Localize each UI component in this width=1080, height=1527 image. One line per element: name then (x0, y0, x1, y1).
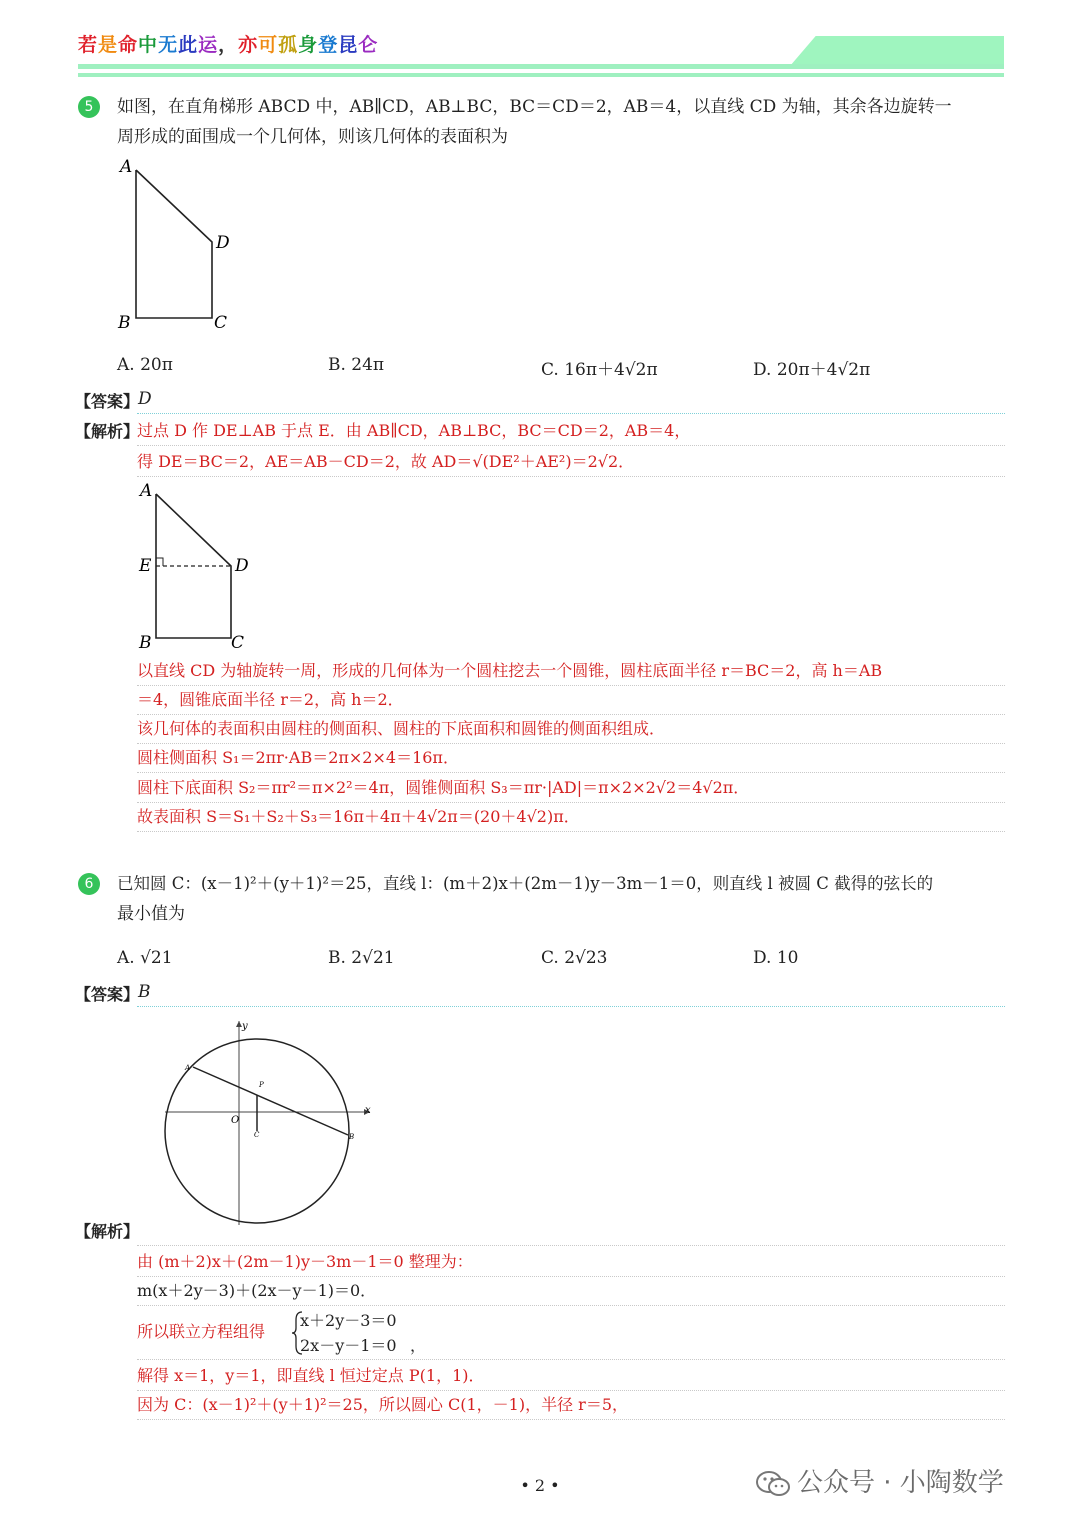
analysis-tag: 【解析】 (75, 1222, 140, 1241)
option-d: D. 10 (753, 948, 799, 968)
figure-label: A (120, 157, 133, 177)
trapezoid-figure (110, 150, 260, 335)
option-b: B. 24π (328, 355, 385, 375)
divider (137, 1245, 1005, 1246)
figure-label: A (140, 481, 153, 501)
divider (137, 1006, 1005, 1007)
analysis-line: 该几何体的表面积由圆柱的侧面积、圆柱的下底面积和圆锥的侧面积组成． (137, 714, 1005, 744)
analysis-line: 得 DE＝BC＝2，AE＝AB－CD＝2，故 AD＝√(DE²＋AE²)＝2√2． (137, 447, 1005, 477)
analysis-line-system (137, 1305, 1005, 1360)
analysis-line: 解得 x＝1，y＝1，即直线 l 恒过定点 P(1，1)． (137, 1361, 1005, 1391)
motto-char: 可 (258, 34, 279, 56)
motto-char: 若 (78, 34, 99, 56)
analysis-line: 由 (m＋2)x＋(2m－1)y－3m－1＝0 整理为： (137, 1247, 1005, 1277)
motto-char: 身 (298, 34, 319, 56)
axis-label: x (365, 1105, 371, 1116)
figure-label: B (139, 633, 152, 653)
page-number: • 2 • (520, 1476, 560, 1495)
option-b: B. 2√21 (328, 948, 395, 968)
option-d: D. 20π＋4√2π (753, 360, 871, 380)
system-intro: 所以联立方程组得 (137, 1322, 266, 1341)
answer-value: D (138, 389, 152, 409)
equation-1: x＋2y－3＝0 (300, 1311, 397, 1330)
figure-label: D (216, 233, 230, 253)
point-label: P (259, 1081, 264, 1089)
system-tail: ， (410, 1336, 427, 1355)
motto-char: 无 (158, 34, 179, 56)
motto-char: ， (218, 34, 239, 56)
figure-label: C (231, 633, 245, 653)
question-text-line: 周形成的面围成一个几何体，则该几何体的表面积为 (117, 127, 508, 147)
header-rule (78, 64, 1004, 69)
figure-label: D (235, 556, 249, 576)
question-text-line: 最小值为 (117, 904, 185, 924)
analysis-tag: 【解析】 (75, 422, 140, 441)
question-text-line: 已知圆 C：(x－1)²＋(y＋1)²＝25，直线 l：(m＋2)x＋(2m－1)y－3m－1＝0，则直线 l 被圆 C 截得的弦长的 (117, 874, 934, 893)
analysis-line: 圆柱侧面积 S₁＝2πr·AB＝2π×2×4＝16π． (137, 743, 1005, 773)
trapezoid-figure-with-e (130, 478, 270, 656)
figure-label: B (118, 313, 131, 333)
equation-2: 2x－y－1＝0 (300, 1336, 397, 1355)
option-c: C. 16π＋4√2π (541, 360, 658, 380)
watermark-text: 公众号 · 小陶数学 (797, 1468, 1004, 1498)
analysis-line: 故表面积 S＝S₁＋S₂＋S₃＝16π＋4π＋4√2π＝(20＋4√2)π． (137, 802, 1005, 832)
question-text-line: 如图，在直角梯形 ABCD 中，AB∥CD，AB⊥BC，BC＝CD＝2，AB＝4，以直线 CD 为轴，其余各边旋转一 (117, 97, 952, 117)
answer-tag: 【答案】 (75, 392, 140, 411)
motto-char: 登 (318, 34, 339, 56)
answer-value: B (138, 982, 151, 1002)
analysis-line: ＝4，圆锥底面半径 r＝2，高 h＝2． (137, 685, 1005, 715)
motto-char: 亦 (238, 34, 259, 56)
motto-char: 命 (118, 34, 139, 56)
watermark (755, 1462, 1004, 1499)
point-label: B (349, 1133, 355, 1141)
analysis-line: 过点 D 作 DE⊥AB 于点 E．由 AB∥CD，AB⊥BC，BC＝CD＝2，AB＝4， (137, 416, 1005, 446)
motto-char: 此 (178, 34, 199, 56)
analysis-line: 圆柱下底面积 S₂＝πr²＝π×2²＝4π，圆锥侧面积 S₃＝πr·|AD|＝π×2×2√2＝4√2π． (137, 773, 1005, 803)
motto-char: 是 (98, 34, 119, 56)
point-label: C (254, 1131, 260, 1139)
option-c: C. 2√23 (541, 948, 608, 968)
header-tab-decoration (790, 36, 1004, 66)
figure-label: E (139, 556, 152, 576)
origin-label: O (231, 1115, 240, 1126)
answer-tag: 【答案】 (75, 985, 140, 1004)
motto-char: 仑 (358, 34, 379, 56)
header-rule-thin (78, 73, 1004, 77)
question-number-badge: 5 (78, 96, 100, 118)
analysis-line: 因为 C：(x－1)²＋(y＋1)²＝25，所以圆心 C(1，－1)，半径 r＝5， (137, 1390, 1005, 1420)
circle-figure (155, 1015, 385, 1230)
motto-char: 运 (198, 34, 219, 56)
question-number-badge: 6 (78, 873, 100, 895)
point-label: A (185, 1064, 191, 1072)
figure-label: C (214, 313, 228, 333)
motto-char: 孤 (278, 34, 299, 56)
divider (137, 413, 1005, 414)
header-motto (78, 30, 378, 57)
wechat-icon (755, 1470, 791, 1498)
option-a: A. 20π (117, 355, 173, 375)
analysis-line: m(x＋2y－3)＋(2x－y－1)＝0． (137, 1276, 1005, 1306)
option-a: A. √21 (117, 948, 173, 968)
motto-char: 昆 (338, 34, 359, 56)
analysis-line: 以直线 CD 为轴旋转一周，形成的几何体为一个圆柱挖去一个圆锥，圆柱底面半径 r＝BC＝2，高 h＝AB (137, 656, 1005, 686)
axis-label: y (242, 1021, 248, 1032)
motto-char: 中 (138, 34, 159, 56)
